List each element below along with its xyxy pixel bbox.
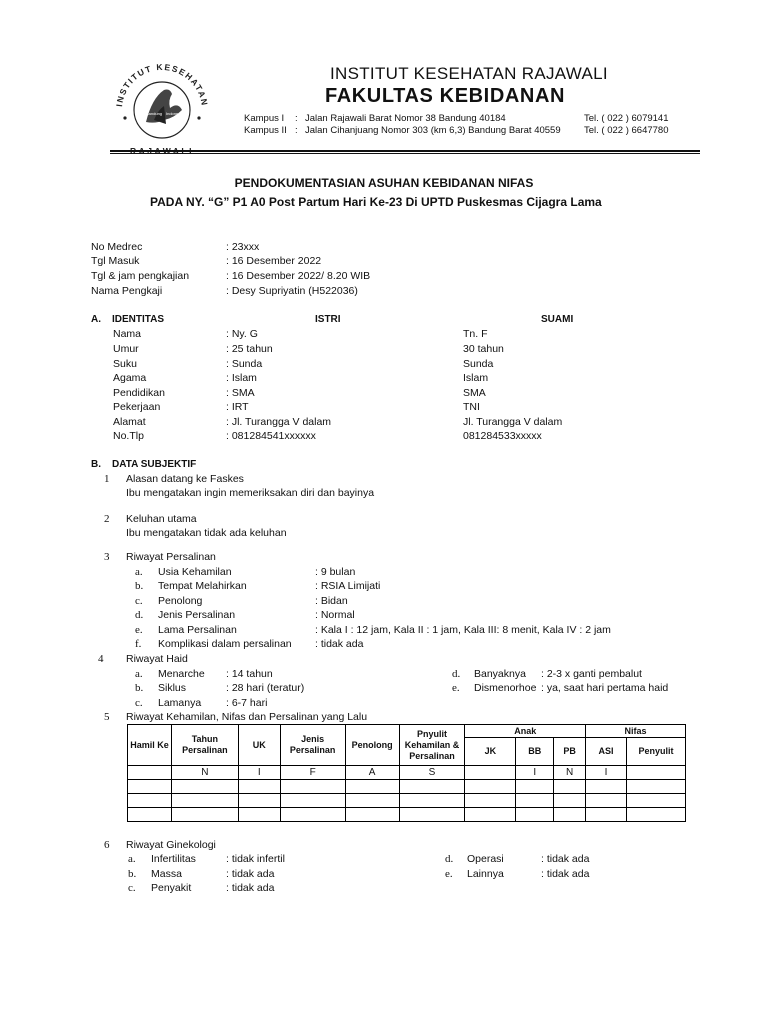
identitas-label: Umur <box>113 343 139 355</box>
item-1-text: Ibu mengatakan ingin memeriksakan diri dan bayinya <box>126 487 375 499</box>
persalinan-value: : RSIA Limijati <box>315 580 381 592</box>
item-1-number: 1 <box>104 473 110 485</box>
identitas-suami: 30 tahun <box>463 343 504 355</box>
persalinan-label: Jenis Persalinan <box>158 609 236 621</box>
haid-value: : 28 hari (teratur) <box>226 682 305 694</box>
section-a-letter: A. <box>91 314 101 325</box>
identitas-suami: SMA <box>463 387 486 399</box>
persalinan-letter: b. <box>135 580 144 592</box>
table-row <box>128 808 686 822</box>
item-5-label: Riwayat Kehamilan, Nifas dan Persalinan yang Lalu <box>126 711 368 723</box>
th-jk: JK <box>465 738 516 766</box>
th-anak: Anak <box>465 725 586 738</box>
info-value-pengkaji: : Desy Supriyatin (H522036) <box>226 285 358 297</box>
th-nifas: Nifas <box>586 725 686 738</box>
haid-label: Menarche <box>158 668 205 680</box>
identitas-istri: : Jl. Turangga V dalam <box>226 416 332 428</box>
item-6-number: 6 <box>104 839 110 851</box>
persalinan-label: Penolong <box>158 595 203 607</box>
identitas-istri: : 25 tahun <box>226 343 273 355</box>
identitas-istri: : Ny. G <box>226 328 258 340</box>
identitas-label: Agama <box>113 372 147 384</box>
gineko-letter: c. <box>128 882 136 894</box>
table-row <box>128 766 686 780</box>
item-6-label: Riwayat Ginekologi <box>126 839 216 851</box>
info-label-pengkaji: Nama Pengkaji <box>91 285 163 297</box>
haid-value: : 6-7 hari <box>226 697 268 709</box>
campus-1-phone: Tel. ( 022 ) 6079141 <box>584 113 669 124</box>
identitas-suami: Tn. F <box>463 328 488 340</box>
persalinan-value: : Normal <box>315 609 355 621</box>
table-cell: S <box>399 766 465 780</box>
haid-label: Banyaknya <box>474 668 526 680</box>
identitas-istri: : IRT <box>226 401 249 413</box>
table-row <box>128 794 686 808</box>
campus-2-label: Kampus II <box>244 125 287 136</box>
th-tahun-persalinan: Tahun Persalinan <box>171 725 238 766</box>
campus-2-address: Jalan Cihanjuang Nomor 303 (km 6,3) Bandung Barat 40559 <box>305 125 561 136</box>
gineko-label: Massa <box>151 868 182 880</box>
item-4-label: Riwayat Haid <box>126 653 188 665</box>
item-2-text: Ibu mengatakan tidak ada keluhan <box>126 527 287 539</box>
campus-1-address: Jalan Rajawali Barat Nomor 38 Bandung 40184 <box>305 113 506 124</box>
identitas-label: Pekerjaan <box>113 401 161 413</box>
item-5-number: 5 <box>104 711 110 723</box>
table-cell: N <box>554 766 586 780</box>
campus-2-sep: : <box>295 125 298 136</box>
info-label-masuk: Tgl Masuk <box>91 255 140 267</box>
table-cell <box>465 766 516 780</box>
identitas-suami: Jl. Turangga V dalam <box>463 416 563 428</box>
item-3-label: Riwayat Persalinan <box>126 551 216 563</box>
logo-seal-graphic <box>108 58 216 158</box>
gineko-value: : tidak ada <box>541 853 590 865</box>
th-penyulit-kehamilan: Pnyulit Kehamilan & Persalinan <box>399 725 465 766</box>
persalinan-letter: d. <box>135 609 144 621</box>
item-2-number: 2 <box>104 513 110 525</box>
identitas-label: No.Tlp <box>113 430 144 442</box>
gineko-label: Lainnya <box>467 868 504 880</box>
gineko-label: Operasi <box>467 853 504 865</box>
identitas-label: Suku <box>113 358 137 370</box>
institution-name: INSTITUT KESEHATAN RAJAWALI <box>330 64 608 83</box>
th-hamil-ke: Hamil Ke <box>128 725 172 766</box>
section-b-letter: B. <box>91 459 101 470</box>
svg-text:Bandung: Bandung <box>146 111 163 116</box>
persalinan-value: : Kala I : 12 jam, Kala II : 1 jam, Kala III: 8 menit, Kala IV : 2 jam <box>315 624 611 636</box>
identitas-istri: : Sunda <box>226 358 263 370</box>
persalinan-letter: a. <box>135 566 143 578</box>
identitas-label: Pendidikan <box>113 387 165 399</box>
gineko-label: Penyakit <box>151 882 192 894</box>
logo-seal <box>108 58 216 158</box>
table-cell: F <box>280 766 345 780</box>
haid-label: Siklus <box>158 682 187 694</box>
gineko-letter: a. <box>128 853 136 865</box>
campus-1-sep: : <box>295 113 298 124</box>
col-suami-header: SUAMI <box>541 314 574 325</box>
persalinan-value: : Bidan <box>315 595 348 607</box>
table-cell: I <box>238 766 280 780</box>
persalinan-letter: c. <box>135 595 143 607</box>
campus-1-label: Kampus I <box>244 113 285 124</box>
haid-value: : 2-3 x ganti pembalut <box>541 668 642 680</box>
table-row <box>128 780 686 794</box>
table-cell: A <box>345 766 399 780</box>
persalinan-value: : tidak ada <box>315 638 364 650</box>
persalinan-letter: f. <box>135 638 142 650</box>
table-cell: I <box>516 766 554 780</box>
identitas-suami: 081284533xxxxx <box>463 430 542 442</box>
haid-letter: e. <box>452 682 460 694</box>
haid-value: : ya, saat hari pertama haid <box>541 682 669 694</box>
item-4-number: 4 <box>98 653 104 665</box>
identitas-suami: Sunda <box>463 358 494 370</box>
doc-title-1: PENDOKUMENTASIAN ASUHAN KEBIDANAN NIFAS <box>234 176 534 190</box>
th-bb: BB <box>516 738 554 766</box>
info-label-medrec: No Medrec <box>91 241 143 253</box>
svg-text:Indonesia: Indonesia <box>166 111 184 116</box>
haid-letter: b. <box>135 682 144 694</box>
identitas-label: Alamat <box>113 416 146 428</box>
haid-label: Dismenorhoe <box>474 682 537 694</box>
header-divider <box>110 150 700 154</box>
identitas-label: Nama <box>113 328 142 340</box>
haid-letter: d. <box>452 668 461 680</box>
gineko-value: : tidak ada <box>226 868 275 880</box>
gineko-letter: b. <box>128 868 137 880</box>
gineko-value: : tidak ada <box>541 868 590 880</box>
identitas-istri: : SMA <box>226 387 255 399</box>
identitas-suami: Islam <box>463 372 489 384</box>
gineko-letter: d. <box>445 853 454 865</box>
persalinan-label: Tempat Melahirkan <box>158 580 247 592</box>
section-b-title: DATA SUBJEKTIF <box>112 459 197 470</box>
gineko-value: : tidak ada <box>226 882 275 894</box>
svg-text:INSTITUT KESEHATAN: INSTITUT KESEHATAN <box>114 61 210 108</box>
th-uk: UK <box>238 725 280 766</box>
info-value-medrec: : 23xxx <box>226 241 260 253</box>
table-cell <box>128 766 172 780</box>
faculty-name: FAKULTAS KEBIDANAN <box>325 85 566 107</box>
campus-2-phone: Tel. ( 022 ) 6647780 <box>584 125 669 136</box>
identitas-istri: : Islam <box>226 372 257 384</box>
info-value-masuk: : 16 Desember 2022 <box>226 255 322 267</box>
table-cell <box>627 766 686 780</box>
table-cell: I <box>586 766 627 780</box>
info-value-pengkajian: : 16 Desember 2022/ 8.20 WIB <box>226 270 371 282</box>
haid-letter: a. <box>135 668 143 680</box>
th-jenis-persalinan: Jenis Persalinan <box>280 725 345 766</box>
item-1-label: Alasan datang ke Faskes <box>126 473 244 485</box>
persalinan-label: Usia Kehamilan <box>158 566 232 578</box>
riwayat-kehamilan-table <box>127 724 686 822</box>
table-header-row <box>128 725 686 738</box>
section-a-title: IDENTITAS <box>112 314 165 325</box>
th-penolong: Penolong <box>345 725 399 766</box>
gineko-value: : tidak infertil <box>226 853 285 865</box>
gineko-letter: e. <box>445 868 453 880</box>
th-penyulit-nifas: Penyulit <box>627 738 686 766</box>
item-3-number: 3 <box>104 551 110 563</box>
haid-value: : 14 tahun <box>226 668 273 680</box>
col-istri-header: ISTRI <box>315 314 341 325</box>
th-pb: PB <box>554 738 586 766</box>
doc-title-2: PADA NY. “G” P1 A0 Post Partum Hari Ke-23 Di UPTD Puskesmas Cijagra Lama <box>150 195 602 209</box>
persalinan-label: Lama Persalinan <box>158 624 237 636</box>
svg-text:RAJAWALI: RAJAWALI <box>130 146 194 156</box>
persalinan-value: : 9 bulan <box>315 566 356 578</box>
haid-label: Lamanya <box>158 697 202 709</box>
info-label-pengkajian: Tgl & jam pengkajian <box>91 270 190 282</box>
persalinan-letter: e. <box>135 624 143 636</box>
haid-letter: c. <box>135 697 143 709</box>
item-2-label: Keluhan utama <box>126 513 197 525</box>
identitas-istri: : 081284541xxxxxx <box>226 430 316 442</box>
table-cell: N <box>171 766 238 780</box>
identitas-suami: TNI <box>463 401 480 413</box>
th-asi: ASI <box>586 738 627 766</box>
persalinan-label: Komplikasi dalam persalinan <box>158 638 292 650</box>
gineko-label: Infertilitas <box>151 853 196 865</box>
